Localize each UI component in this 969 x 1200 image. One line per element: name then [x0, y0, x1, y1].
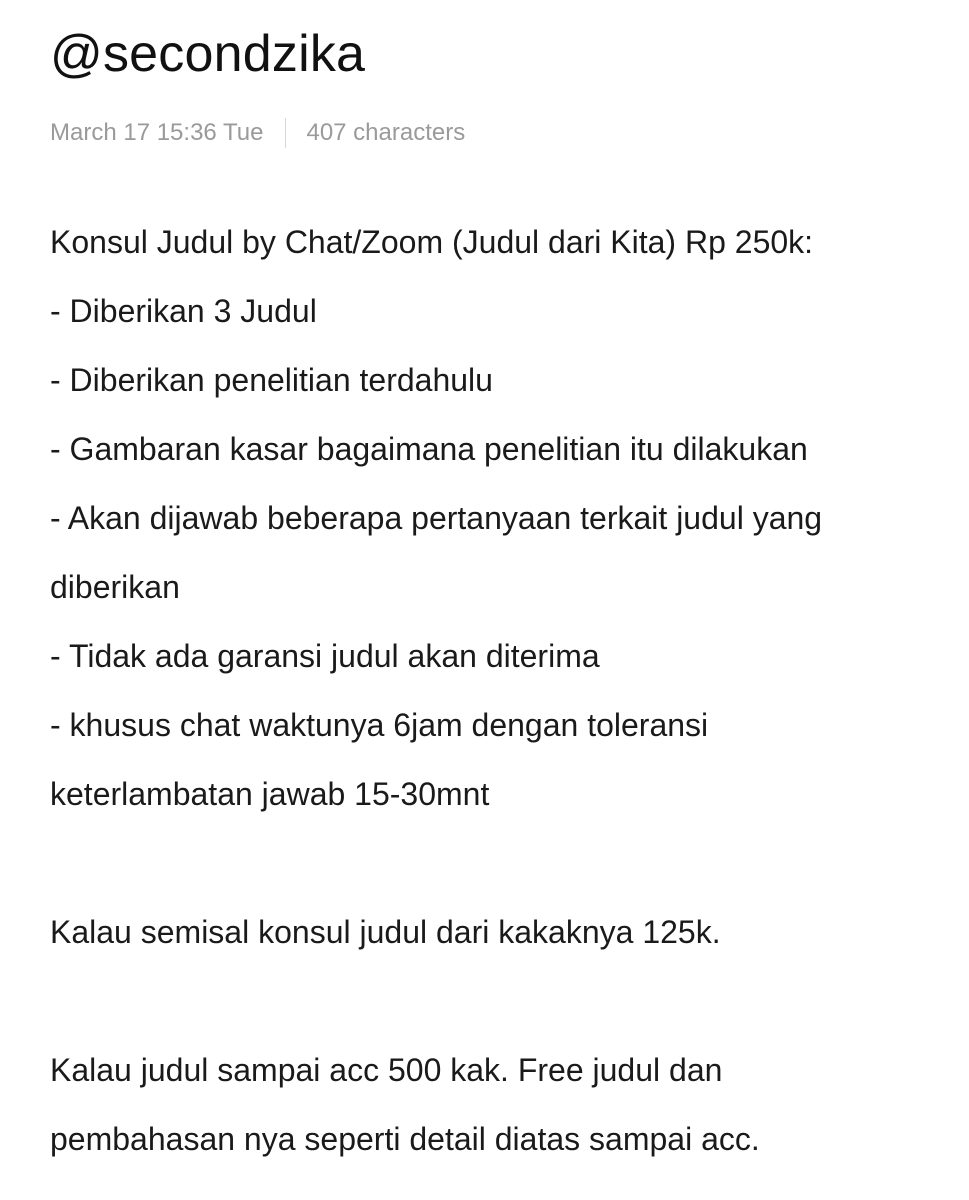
note-meta — [50, 118, 940, 148]
note-line: Konsul Judul by Chat/Zoom (Judul dari Kita) Rp 250k: — [50, 224, 814, 260]
note-line: keterlambatan jawab 15-30mnt — [50, 776, 490, 812]
note-title[interactable]: @secondzika — [50, 25, 366, 83]
note-body[interactable] — [50, 208, 940, 1174]
note-line: - Gambaran kasar bagaimana penelitian itu dilakukan — [50, 431, 808, 467]
blank-line — [50, 967, 940, 1036]
note-line: diberikan — [50, 569, 180, 605]
note-view — [50, 0, 940, 1174]
note-line: Kalau judul sampai acc 500 kak. Free judul dan — [50, 1052, 723, 1088]
note-line: - Diberikan penelitian terdahulu — [50, 362, 493, 398]
meta-divider — [285, 118, 286, 148]
note-line: - khusus chat waktunya 6jam dengan toleransi — [50, 707, 709, 743]
note-line: - Diberikan 3 Judul — [50, 293, 317, 329]
note-line: - Akan dijawab beberapa pertanyaan terkait judul yang — [50, 500, 823, 536]
note-line: - Tidak ada garansi judul akan diterima — [50, 638, 600, 674]
note-date: March 17 15:36 Tue — [50, 119, 264, 146]
blank-line — [50, 829, 940, 898]
note-char-count: 407 characters — [306, 119, 466, 146]
note-line: Kalau semisal konsul judul dari kakaknya 125k. — [50, 914, 721, 950]
note-line: pembahasan nya seperti detail diatas sampai acc. — [50, 1121, 760, 1157]
